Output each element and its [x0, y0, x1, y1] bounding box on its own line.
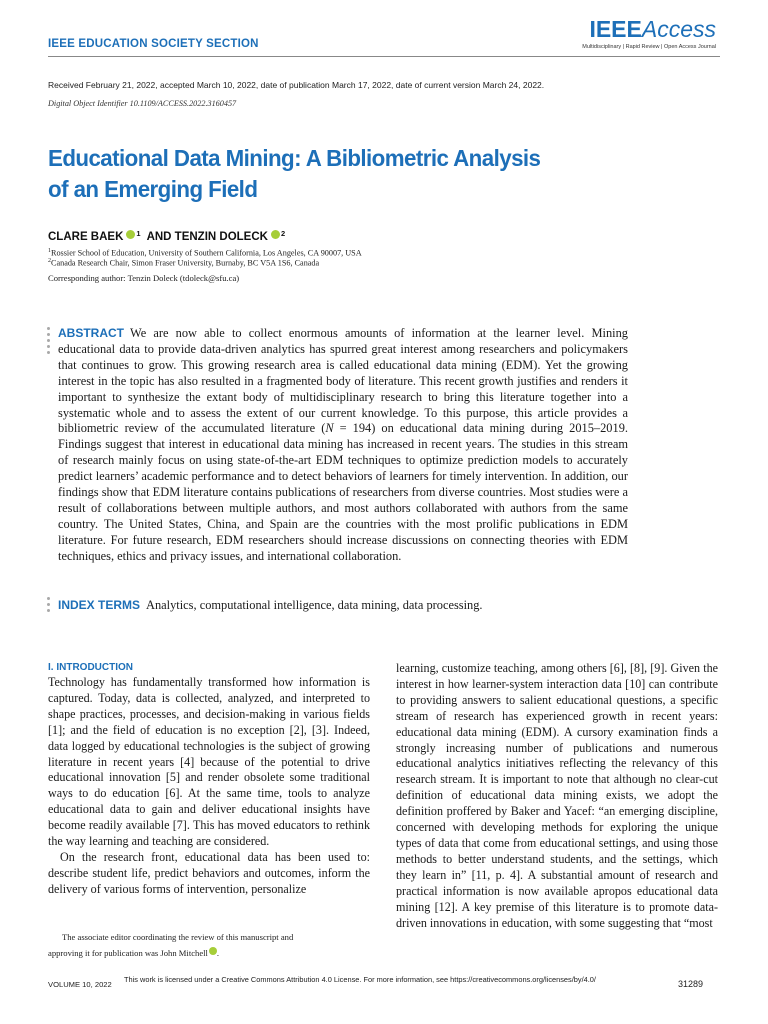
header-divider — [48, 56, 720, 57]
section-label: IEEE EDUCATION SOCIETY SECTION — [48, 38, 259, 50]
footer-volume: VOLUME 10, 2022 — [48, 980, 112, 989]
journal-logo — [582, 16, 716, 50]
column-right — [396, 661, 718, 931]
abstract-dots-icon — [47, 327, 51, 357]
author-1-affil: 1 — [136, 228, 141, 238]
abstract-heading: ABSTRACT — [58, 326, 124, 340]
author-list — [48, 228, 291, 243]
orcid-icon[interactable] — [271, 230, 280, 239]
affiliation-1: $^1$Rossier School of Education, University of Southern California, Los Angeles, CA 90007, USA — [48, 248, 362, 258]
intro-paragraph-1: Technology has fundamentally transformed how information is captured. Today, data is collected, analyzed, and interpreted to shape practices, processes, and decision-making in various fields [1]; and the field of education is no exception [2], [3]. Indeed, data logged by educational technologies is the subject of growing literature in recent years [4] because of the potential to drive educational innovation [5] and render obsolete some traditional ways to do education [6]. At the same time, tools to analyze educational data to gain and deliver educational insights have become readily available [7]. This has moved educators to rethink the way learning and teaching are considered. — [48, 675, 370, 849]
logo-tagline: Multidisciplinary | Rapid Review | Open Access Journal — [582, 44, 716, 50]
affiliation-2: $^2$Canada Research Chair, Simon Fraser University, Burnaby, BC V5A 1S6, Canada — [48, 258, 320, 268]
orcid-icon[interactable] — [209, 947, 217, 955]
author-2-name: AND TENZIN DOLECK — [146, 231, 268, 243]
footer-license: This work is licensed under a Creative Commons Attribution 4.0 License. For more information, see https://creativecommons.org/licenses/by/4.0/ — [124, 975, 596, 984]
intro-paragraph-2: On the research front, educational data has been used to: describe student life, predict behaviors and outcomes, inform the delivery of various forms of intervention, personalize — [48, 849, 370, 896]
orcid-icon[interactable] — [126, 230, 135, 239]
paper-title — [48, 143, 656, 205]
section-heading: I. INTRODUCTION — [48, 662, 133, 673]
intro-paragraph-continued: learning, customize teaching, among others [6], [8], [9]. Given the interest in how learner-system interaction data [10] can contribute to providing answers to salient educational questions, a specific stream of research has experienced growth in recent years: educational data mining (EDM). A cursory examination finds a strongly increasing number of publications and numerous educational analytics initiatives reflecting the relevancy of this research stream. It is important to note that although no clear-cut definition of educational data mining exists, we adopt the definition proffered by Baker and Yacef: “an emerging discipline, concerned with developing methods for exploring the unique types of data that come from educational settings, and using those methods to better understand students, and the settings, which they learn in” [11, p. 4]. A substantial amount of research and practical information is now available apropos educational data mining [12]. A key premise of this literature is to promote data-driven innovations in education, with some suggesting that “most — [396, 661, 718, 930]
received-dates: Received February 21, 2022, accepted March 10, 2022, date of publication March 17, 2022, date of current version March 24, 2022. — [48, 80, 545, 90]
author-1-name: CLARE BAEK — [48, 231, 124, 243]
editor-footnote: The associate editor coordinating the review of this manuscript and approving it for publication was John Mitchell . — [48, 932, 294, 958]
title-line-1: Educational Data Mining: A Bibliometric Analysis — [48, 145, 541, 171]
corresponding-author: Corresponding author: Tenzin Doleck (tdoleck@sfu.ca) — [48, 273, 240, 283]
abstract: ABSTRACT We are now able to collect enormous amounts of information at the learner level. Mining educational data to provide data-driven analytics has spurred great interest among researchers and policymakers that continues to grow. This growing research area is called educational data mining (EDM). Yet the growing interest in the topic has also resulted in a fragmented body of literature. This recent growth justifies and renders it important to synthesize the extant body of multidisciplinary research to bring this literature together into a systematic whole and to assess the extent of our current knowledge. To this purpose, this article provides a bibliometric review of the accumulated literature (N = 194) on educational data mining during 2015–2019. Findings suggest that interest in educational data mining has increased in recent years. The studies in this stream of research mainly focus on using state-of-the-art EDM techniques to optimize prediction models to accurately predict learners’ academic performance and to detect behaviors of learners for timely intervention. In addition, our findings show that EDM literature contains publications of researchers from diverse countries. Most studies were a result of collaborations between multiple authors, and most authors collaborated with authors from the same country. The United States, China, and Spain are the countries with the most prolific publications in EDM literature. For future research, EDM researchers should increase discussions on connecting theories with EDM techniques, ethics and privacy issues, and international collaboration. — [58, 326, 628, 563]
page-number: 31289 — [678, 979, 704, 989]
logo-ieee: IEEE — [589, 16, 642, 42]
index-dots-icon — [47, 597, 51, 615]
index-terms-heading: INDEX TERMS — [58, 598, 141, 612]
logo-access: Access — [641, 16, 716, 42]
author-2-affil: 2 — [280, 228, 286, 238]
column-left — [48, 661, 370, 898]
doi: Digital Object Identifier 10.1109/ACCESS.2022.3160457 — [48, 99, 237, 108]
title-line-2: of an Emerging Field — [48, 176, 258, 202]
index-terms: INDEX TERMS Analytics, computational intelligence, data mining, data processing. — [58, 598, 483, 612]
